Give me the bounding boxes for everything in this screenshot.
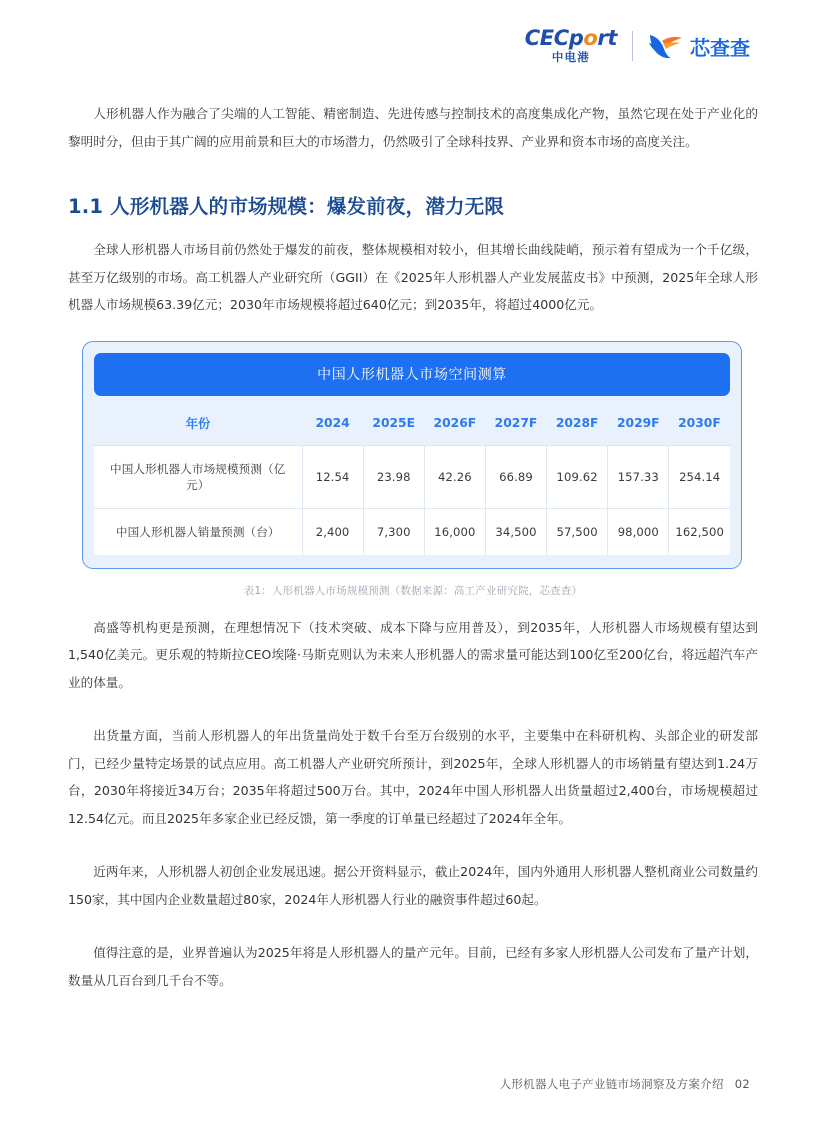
table-cell: 2,400 xyxy=(302,508,363,555)
table-row xyxy=(94,508,730,555)
cecport-wordmark xyxy=(525,28,617,49)
table-col-header-2029f: 2029F xyxy=(616,415,660,430)
table-header-row xyxy=(94,400,730,446)
cecport-wordmark-part2: p xyxy=(568,26,584,51)
spacer xyxy=(68,165,758,193)
spacer xyxy=(68,220,758,236)
cecport-wordmark-part4: rt xyxy=(597,26,617,51)
table-head xyxy=(94,400,730,446)
table-cell: 12.54 xyxy=(302,445,363,508)
table-col-header-year-label: 年份 xyxy=(185,416,211,431)
table-col-header-2030f: 2030F xyxy=(678,415,721,430)
footer-document-title: 人形机器人电子产业链市场洞察及方案介绍 xyxy=(499,1077,724,1091)
page-footer xyxy=(500,1076,750,1092)
logo-divider xyxy=(632,31,633,61)
table-row-label-market-size: 中国人形机器人市场规模预测（亿元） xyxy=(94,445,302,508)
paragraph-5: 近两年来，人形机器人初创企业发展迅速。据公开资料显示，截止2024年，国内外通用人形机器人整机商业公司数量约150家，其中国内企业数量超过80家，2024年人形机器人行业的融资事件超过60起。 xyxy=(68,864,758,907)
intro-paragraph: 人形机器人作为融合了尖端的人工智能、精密制造、先进传感与控制技术的高度集成化产物，虽然它现在处于产业化的黎明时分，但由于其广阔的应用前景和巨大的市场潜力，仍然吸引了全球科技界、产业界和资本市场的高度关注。 xyxy=(68,106,758,149)
section-heading: 1.1 人形机器人的市场规模：爆发前夜，潜力无限 xyxy=(68,195,505,218)
table-col-header-2027f: 2027F xyxy=(494,415,538,430)
spacer xyxy=(68,706,758,722)
xinchacha-logo xyxy=(648,32,750,61)
page-number: 02 xyxy=(734,1077,750,1091)
market-forecast-table xyxy=(94,400,730,555)
table-cell: 109.62 xyxy=(547,445,608,508)
paragraph-3: 高盛等机构更是预测，在理想情况下（技术突破、成本下降与应用普及），到2035年，人形机器人市场规模有望达到1,540亿美元。更乐观的特斯拉CEO埃隆·马斯克则认为未来人形机器人的需求量可能达到100亿至200亿台，将远超汽车产业的体量。 xyxy=(68,619,758,690)
table-cell: 157.33 xyxy=(608,445,669,508)
cecport-logo-subtitle: 中电港 xyxy=(551,50,590,65)
table-row-label-sales-volume: 中国人形机器人销量预测（台） xyxy=(94,508,302,555)
table-col-header-2024: 2024 xyxy=(315,415,350,430)
document-body xyxy=(68,100,758,1004)
logo-group xyxy=(525,28,750,64)
table-col-header-2028f: 2028F xyxy=(555,415,599,430)
table-row xyxy=(94,445,730,508)
bird-mark-icon xyxy=(648,32,684,60)
page-header xyxy=(0,0,826,92)
table-cell: 162,500 xyxy=(675,524,724,539)
table-cell: 7,300 xyxy=(363,508,424,555)
table-cell: 254.14 xyxy=(669,445,730,508)
table-body xyxy=(94,445,730,555)
xinchacha-wordmark: 芯查查 xyxy=(690,35,750,60)
cecport-logo xyxy=(525,28,617,64)
spacer xyxy=(68,842,758,858)
table-cell: 16,000 xyxy=(424,508,485,555)
table-col-header-2026f: 2026F xyxy=(433,415,477,430)
paragraph-2: 全球人形机器人市场目前仍然处于爆发的前夜，整体规模相对较小，但其增长曲线陡峭，预示着有望成为一个千亿级，甚至万亿级别的市场。高工机器人产业研究所（GGII）在《2025年人形机器人产业发展蓝皮书》中预测，2025年全球人形机器人市场规模63.39亿元；2030年市场规模将超过640亿元；到2035年，将超过4000亿元。 xyxy=(68,242,758,313)
spacer xyxy=(68,923,758,939)
spacer xyxy=(68,598,758,614)
cecport-wordmark-part1: CEC xyxy=(524,26,569,51)
cecport-wordmark-part3: o xyxy=(583,26,598,51)
table-cell: 34,500 xyxy=(485,508,546,555)
table-cell: 66.89 xyxy=(485,445,546,508)
market-forecast-table-card xyxy=(82,341,742,569)
table-cell: 57,500 xyxy=(547,508,608,555)
table-cell: 98,000 xyxy=(608,508,669,555)
table-title: 中国人形机器人市场空间测算 xyxy=(94,353,730,396)
paragraph-6: 值得注意的是，业界普遍认为2025年将是人形机器人的量产元年。目前，已经有多家人形机器人公司发布了量产计划，数量从几百台到几千台不等。 xyxy=(68,945,758,988)
table-caption: 表1：人形机器人市场规模预测（数据来源：高工产业研究院，芯查查） xyxy=(243,584,583,597)
table-cell: 23.98 xyxy=(363,445,424,508)
paragraph-4: 出货量方面，当前人形机器人的年出货量尚处于数千台至万台级别的水平，主要集中在科研机构、头部企业的研发部门，已经少量特定场景的试点应用。高工机器人产业研究所预计，到2025年，全球人形机器人的市场销量有望达到1.24万台，2030年将接近34万台；2035年将超过500万台。其中，2024年中国人形机器人出货量超过2,400台，市场规模超过12.54亿元。而且2025年多家企业已经反馈，第一季度的订单量已经超过了2024年全年。 xyxy=(68,728,758,826)
table-col-header-2025e: 2025E xyxy=(372,415,416,430)
table-cell: 42.26 xyxy=(424,445,485,508)
